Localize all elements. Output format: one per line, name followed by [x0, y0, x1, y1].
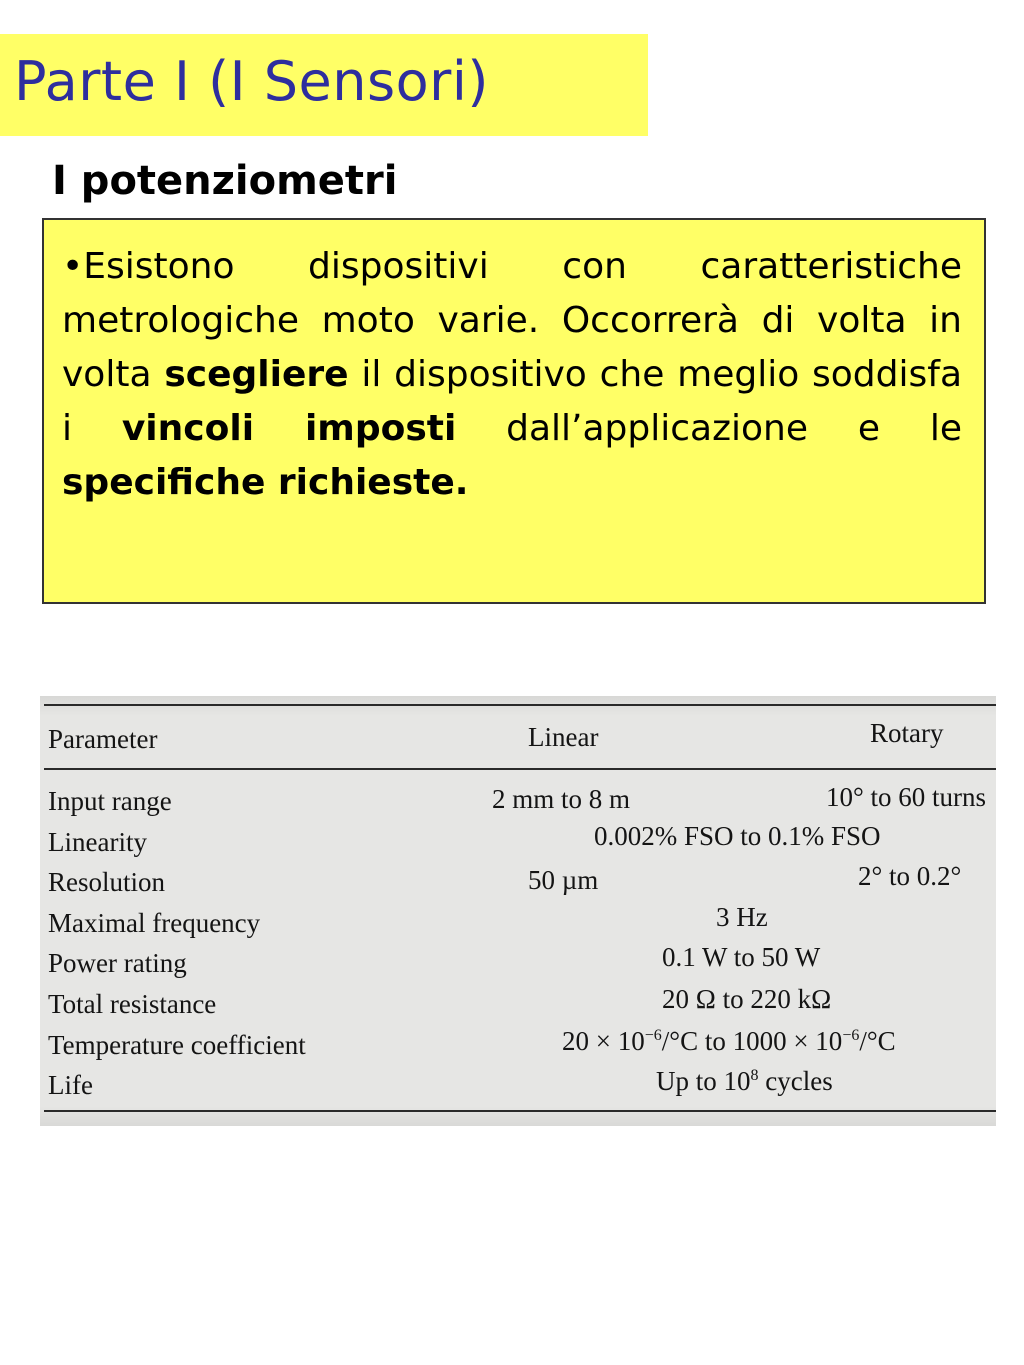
life-part-2: cycles — [758, 1066, 833, 1096]
table-top-rule — [44, 704, 996, 706]
emphasized-text: scegliere — [164, 354, 349, 395]
row-value-resolution-linear: 50 µm — [528, 865, 599, 895]
row-value-resolution-rotary: 2° to 0.2° — [858, 861, 962, 891]
row-label-linearity: Linearity — [48, 827, 147, 857]
row-value-total-resistance: 20 Ω to 220 kΩ — [662, 984, 832, 1014]
spec-table-image — [40, 696, 996, 1126]
row-label-max-frequency: Maximal frequency — [48, 908, 261, 938]
temp-coeff-part-3: /°C — [859, 1026, 896, 1056]
paragraph-text: Esistono dispositivi con caratteristiche metrologiche moto varie. Occorrerà di volta in volta — [62, 246, 962, 395]
info-paragraph — [62, 240, 962, 510]
row-label-temp-coeff: Temperature coefficient — [48, 1030, 306, 1060]
paragraph-text: il dispositivo che meglio soddisfa i — [62, 354, 963, 449]
row-label-power-rating: Power rating — [48, 948, 187, 978]
row-value-input-range-rotary: 10° to 60 turns — [826, 782, 987, 812]
temp-coeff-part-1: 20 × 10 — [562, 1026, 645, 1056]
row-value-linearity: 0.002% FSO to 0.1% FSO — [594, 821, 881, 851]
header-parameter: Parameter — [48, 724, 158, 754]
row-label-input-range: Input range — [48, 786, 172, 816]
row-label-life: Life — [48, 1070, 93, 1100]
header-rotary: Rotary — [870, 718, 944, 748]
section-subtitle: I potenziometri — [52, 158, 398, 204]
table-bottom-rule — [44, 1110, 996, 1112]
row-value-max-frequency: 3 Hz — [716, 902, 768, 932]
info-box — [42, 218, 986, 604]
row-value-input-range-linear: 2 mm to 8 m — [492, 784, 631, 814]
emphasized-text: specifiche richieste. — [62, 462, 469, 503]
page-title: Parte I (I Sensori) — [14, 50, 489, 113]
temp-coeff-exp-2: −6 — [842, 1027, 860, 1044]
row-label-total-resistance: Total resistance — [48, 989, 217, 1019]
row-value-power-rating: 0.1 W to 50 W — [662, 942, 821, 972]
temp-coeff-exp-1: −6 — [644, 1027, 662, 1044]
row-label-resolution: Resolution — [48, 867, 166, 897]
row-value-temp-coeff — [562, 1026, 896, 1057]
life-part-1: Up to 10 — [656, 1066, 751, 1096]
paragraph-text: dall’applicazione e le — [456, 408, 962, 449]
life-exp: 8 — [750, 1067, 759, 1084]
header-linear: Linear — [528, 722, 599, 752]
bullet-marker: • — [62, 246, 84, 287]
table-header-rule — [44, 768, 996, 770]
temp-coeff-part-2: /°C to 1000 × 10 — [661, 1026, 843, 1056]
row-value-life — [656, 1066, 833, 1097]
emphasized-text: vincoli imposti — [121, 408, 457, 449]
